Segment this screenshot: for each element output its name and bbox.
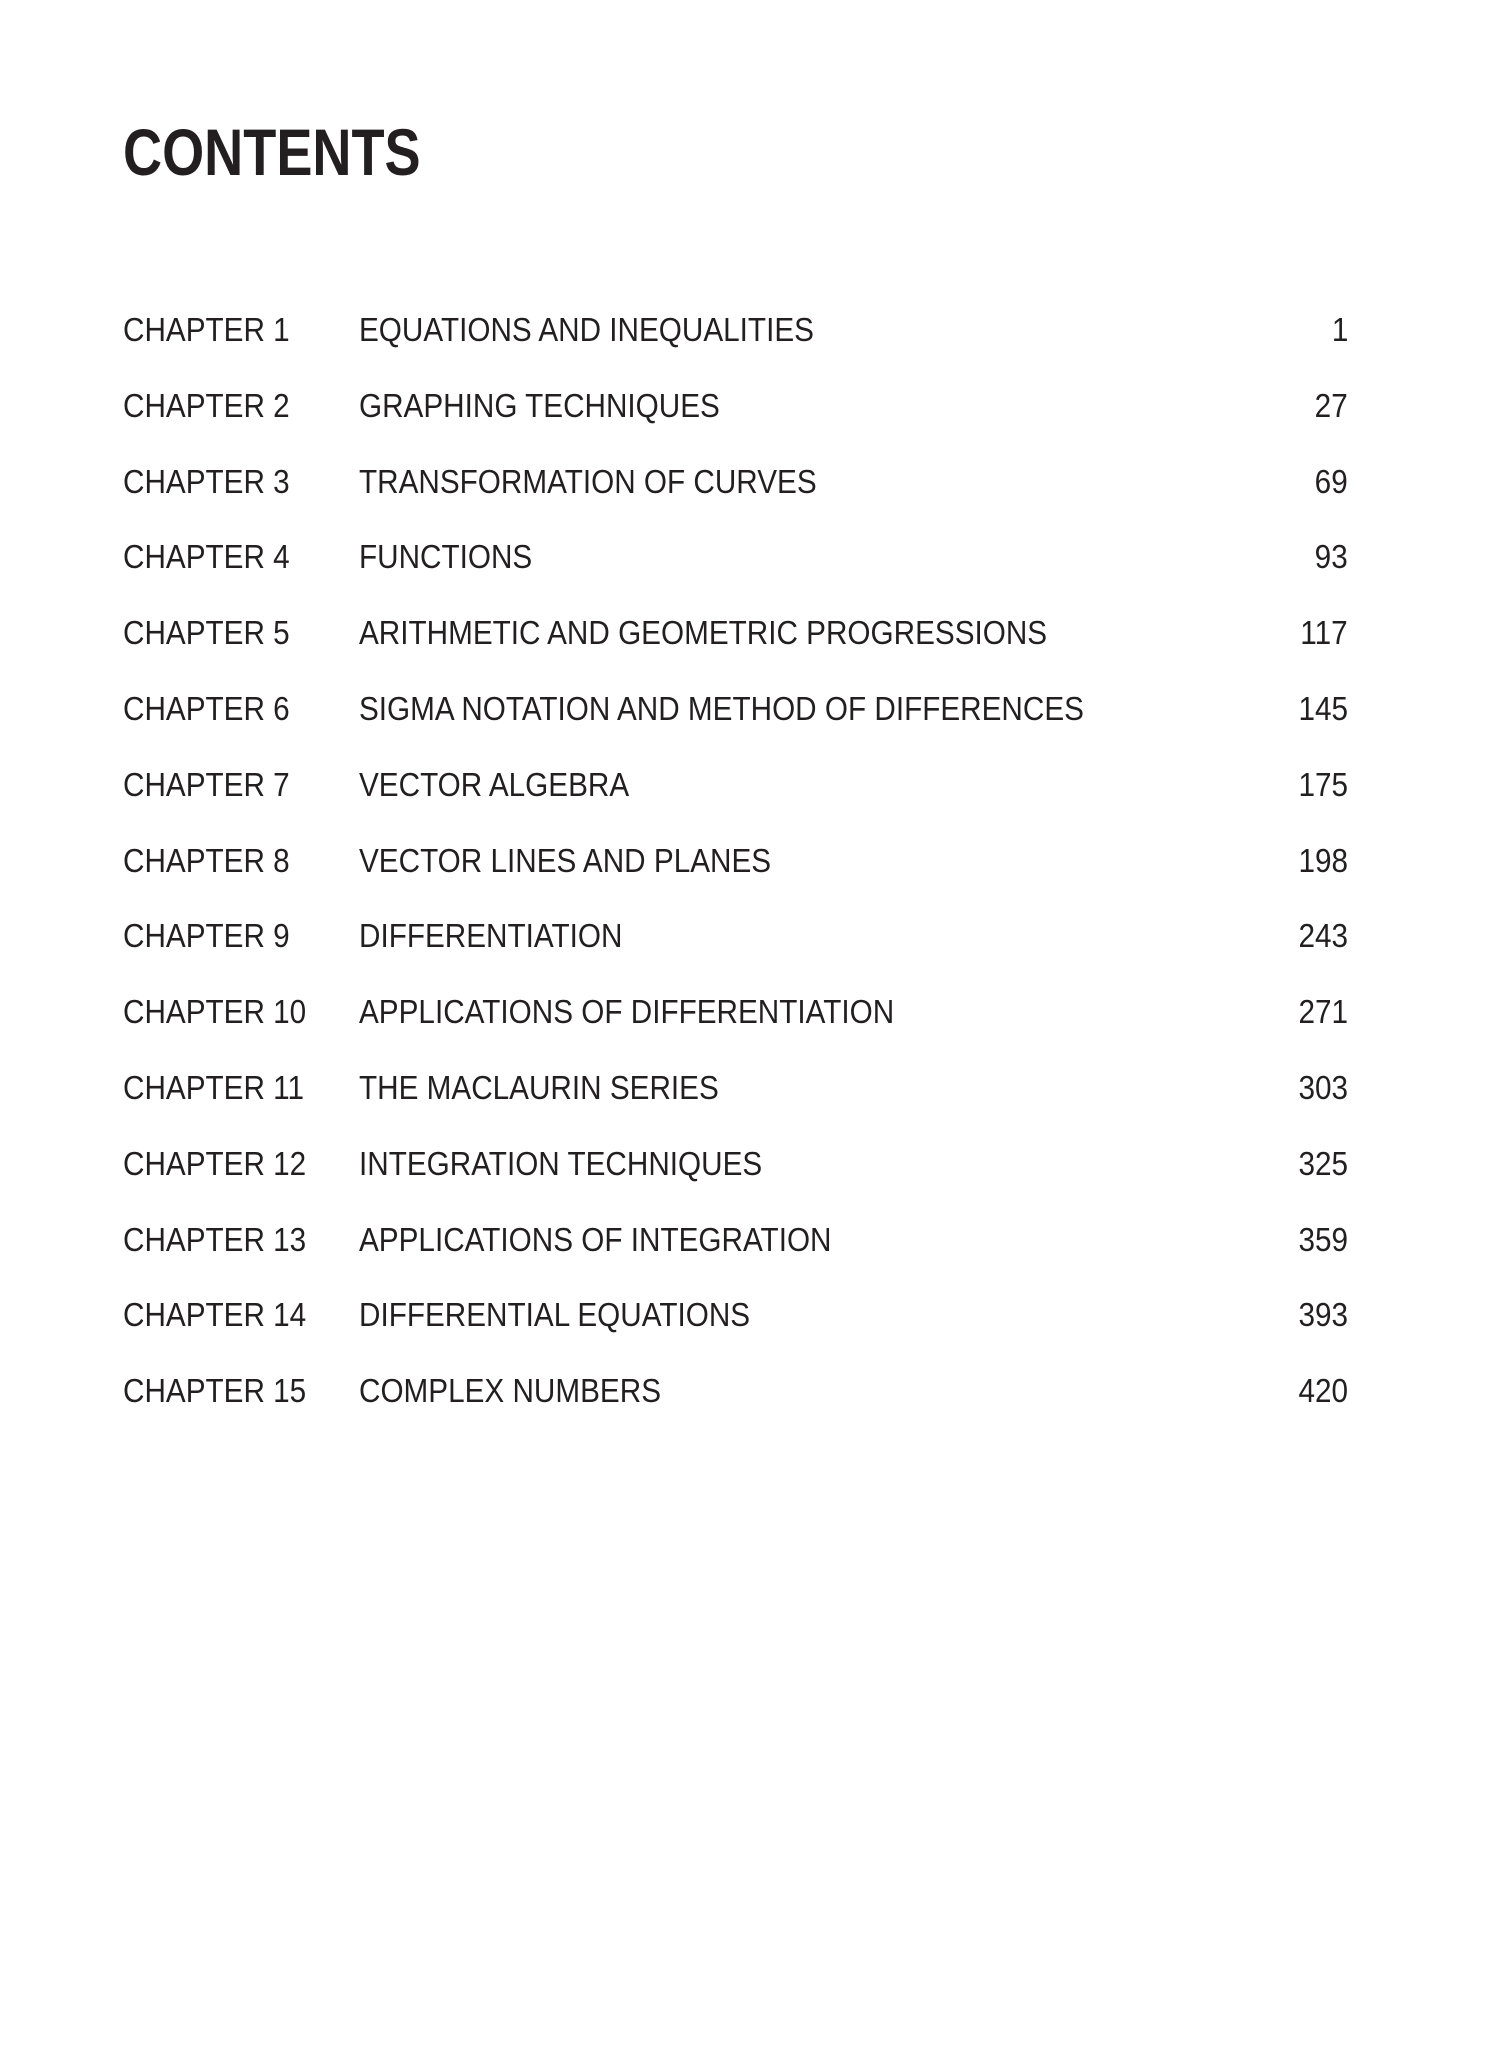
toc-entry-chapter-9[interactable] (0, 917, 1489, 957)
chapter-title: ARITHMETIC AND GEOMETRIC PROGRESSIONS (359, 614, 1048, 652)
page-number: 271 (1298, 993, 1348, 1031)
chapter-label: CHAPTER 14 (123, 1296, 307, 1334)
chapter-title: EQUATIONS AND INEQUALITIES (359, 311, 814, 348)
chapter-label: CHAPTER 2 (123, 386, 290, 424)
page-number: 393 (1298, 1296, 1348, 1334)
toc-entry-chapter-12[interactable] (0, 1145, 1489, 1185)
toc-entry-chapter-13[interactable] (0, 1221, 1489, 1261)
toc-entry-chapter-2[interactable] (0, 387, 1489, 427)
toc-entry-chapter-11[interactable] (0, 1069, 1489, 1109)
page-number: 1 (1331, 311, 1348, 348)
toc-entry-chapter-14[interactable] (0, 1296, 1489, 1336)
chapter-title: FUNCTIONS (359, 538, 533, 576)
chapter-label: CHAPTER 9 (123, 917, 290, 955)
page-number: 27 (1314, 386, 1348, 424)
chapter-title: APPLICATIONS OF INTEGRATION (359, 1220, 832, 1258)
chapter-title: INTEGRATION TECHNIQUES (359, 1144, 763, 1182)
page-number: 325 (1298, 1144, 1348, 1182)
chapter-label: CHAPTER 15 (123, 1372, 307, 1410)
page-number: 93 (1314, 538, 1348, 576)
chapter-label: CHAPTER 13 (123, 1220, 307, 1258)
toc-entry-chapter-3[interactable] (0, 463, 1489, 503)
toc-entry-chapter-7[interactable] (0, 766, 1489, 806)
toc-entry-chapter-8[interactable] (0, 842, 1489, 882)
toc-entry-chapter-6[interactable] (0, 690, 1489, 730)
toc-entry-chapter-5[interactable] (0, 614, 1489, 654)
chapter-label: CHAPTER 7 (123, 765, 290, 803)
chapter-label: CHAPTER 12 (123, 1144, 307, 1182)
chapter-title: TRANSFORMATION OF CURVES (359, 462, 817, 500)
chapter-title: APPLICATIONS OF DIFFERENTIATION (359, 993, 895, 1031)
chapter-label: CHAPTER 4 (123, 538, 290, 576)
page-number: 198 (1298, 841, 1348, 879)
chapter-label: CHAPTER 1 (123, 311, 290, 348)
toc-entry-chapter-15[interactable] (0, 1372, 1489, 1412)
chapter-title: SIGMA NOTATION AND METHOD OF DIFFERENCES (359, 690, 1084, 727)
chapter-title: DIFFERENTIATION (359, 917, 623, 955)
page-title: CONTENTS (123, 115, 421, 189)
page-number: 69 (1314, 462, 1348, 500)
chapter-title: VECTOR ALGEBRA (359, 765, 630, 803)
page-number: 359 (1298, 1220, 1348, 1258)
chapter-title: COMPLEX NUMBERS (359, 1372, 662, 1410)
chapter-label: CHAPTER 10 (123, 993, 307, 1031)
page-number: 420 (1298, 1372, 1348, 1410)
page-number: 175 (1298, 765, 1348, 803)
chapter-title: GRAPHING TECHNIQUES (359, 386, 720, 424)
chapter-title: DIFFERENTIAL EQUATIONS (359, 1296, 751, 1334)
chapter-label: CHAPTER 3 (123, 462, 290, 500)
toc-entry-chapter-1[interactable] (0, 311, 1489, 351)
chapter-label: CHAPTER 11 (123, 1069, 305, 1106)
chapter-title: THE MACLAURIN SERIES (359, 1069, 719, 1106)
chapter-label: CHAPTER 6 (123, 690, 290, 727)
chapter-label: CHAPTER 5 (123, 614, 290, 652)
toc-entry-chapter-10[interactable] (0, 993, 1489, 1033)
page-number: 117 (1300, 614, 1348, 652)
page-number: 303 (1298, 1069, 1348, 1106)
page-number: 145 (1298, 690, 1348, 727)
chapter-title: VECTOR LINES AND PLANES (359, 841, 772, 879)
page-number: 243 (1298, 917, 1348, 955)
chapter-label: CHAPTER 8 (123, 841, 290, 879)
toc-entry-chapter-4[interactable] (0, 538, 1489, 578)
